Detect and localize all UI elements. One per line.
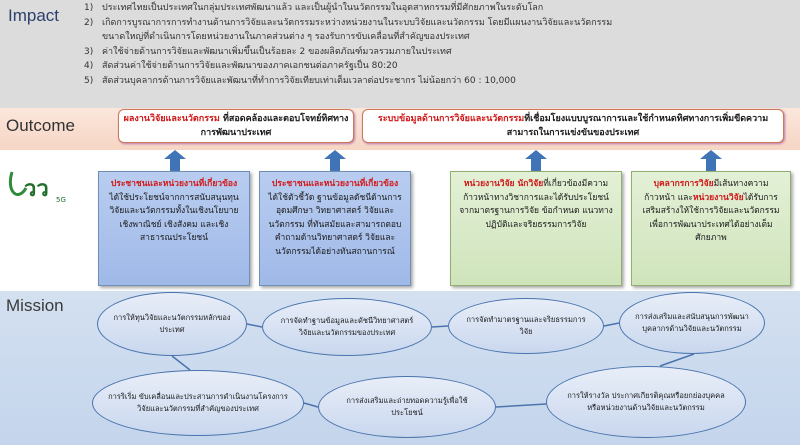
impact-list [84, 1, 800, 88]
mission-item: การให้ทุนวิจัยและนวัตกรรมหลักของประเทศ [97, 292, 247, 356]
goal-box: ประชาชนและหน่วยงานที่เกี่ยวข้องได้ใช้ตัวชี้วัด ฐานข้อมูลดัชนีด้านการอุดมศึกษา วิทยาศาสตร์ วิจัยและนวัตกรรม ที่ทันสมัยและสามารถตอบคำถามด้านวิทยาศาสตร์ วิจัยและนวัตกรรมได้อย่างทันสถานการณ์ [259, 171, 411, 286]
goal-box: หน่วยงานวิจัย นักวิจัยที่เกี่ยวข้องมีความก้าวหน้าทางวิชาการและได้รับประโยชน์จากมาตรฐานการวิจัย ข้อกำหนด แนวทางปฏิบัติและจริยธรรมการวิจัย [450, 171, 622, 286]
impact-item: 1) ประเทศไทยเป็นประเทศในกลุ่มประเทศพัฒนาแล้ว และเป็นผู้นำในนวัตกรรมในอุตสาหกรรมที่มีศักยภาพในระดับโลก [84, 3, 544, 13]
impact-item: 5) สัดส่วนบุคลากรด้านการวิจัยและพัฒนาที่ทำการวิจัยเทียบเท่าเต็มเวลาต่อประชากร ไม่น้อยกว่า 60 : 10,000 [84, 75, 516, 86]
arrow-up-icon [164, 150, 186, 159]
goal-box: ประชาชนและหน่วยงานที่เกี่ยวข้องได้ใช้ประโยชน์จากการสนับสนุนทุนวิจัยและนวัตกรรมทั้งในเชิงนโยบาย เชิงพาณิชย์ เชิงสังคม และเชิงสาธารณประโยชน์ [98, 171, 250, 286]
mission-heading: Mission [6, 296, 64, 315]
agency-logo [4, 162, 74, 208]
impact-heading: Impact [8, 6, 60, 25]
arrow-stem [531, 159, 541, 171]
arrow-stem [170, 159, 180, 171]
outcome-box: ระบบข้อมูลด้านการวิจัยและนวัตกรรมที่เชื่อมโยงแบบบูรณาการและใช้กำหนดทิศทางการเพิ่มขีดความสามารถในการแข่งขันของประเทศ [362, 109, 784, 143]
mission-item: การจัดทำมาตรฐานและจริยธรรมการวิจัย [448, 298, 604, 354]
impact-item-continuation: ขนาดใหญ่ที่ดำเนินการโดยหน่วยงานในภาคส่วนต่าง ๆ รองรับการขับเคลื่อนที่สำคัญของประเทศ [102, 32, 470, 42]
arrow-up-icon [525, 150, 547, 159]
mission-item: การส่งเสริมและถ่ายทอดความรู้เพื่อใช้ประโยชน์ [318, 376, 496, 438]
impact-item: 4) สัดส่วนค่าใช้จ่ายด้านการวิจัยและพัฒนาของภาคเอกชนต่อภาครัฐเป็น 80:20 [84, 61, 398, 71]
arrow-stem [706, 159, 716, 171]
impact-item: 3) ค่าใช้จ่ายด้านการวิจัยและพัฒนาเพิ่มขึ้นเป็นร้อยละ 2 ของผลิตภัณฑ์มวลรวมภายในประเทศ [84, 46, 452, 57]
arrow-stem [330, 159, 340, 171]
arrow-up-icon [324, 150, 346, 159]
impact-item: 2) เกิดการบูรณาการการทำงานด้านการวิจัยและนวัตกรรมระหว่างหน่วยงานในระบบวิจัยและนวัตกรรม โดยมีแผนงานวิจัยและนวัตกรรม [84, 17, 613, 28]
arrow-up-icon [700, 150, 722, 159]
goal-box: บุคลากรการวิจัยมีเส้นทางความก้าวหน้า และหน่วยงานวิจัยได้รับการเสริมสร้างให้ใช้การวิจัยและนวัตกรรมเพื่อการพัฒนาประเทศได้อย่างเต็มศักยภาพ [631, 171, 791, 286]
mission-item: การจัดทำฐานข้อมูลและดัชนีวิทยาศาสตร์ วิจัยและนวัตกรรมของประเทศ [262, 298, 432, 356]
logo-sub: 5G [56, 196, 66, 204]
outcome-heading: Outcome [6, 116, 75, 135]
mission-item: การริเริ่ม ขับเคลื่อนและประสานการดำเนินงานโครงการวิจัยและนวัตกรรมที่สำคัญของประเทศ [92, 370, 304, 436]
mission-item: การให้รางวัล ประกาศเกียรติคุณหรือยกย่องบุคคลหรือหน่วยงานด้านวิจัยและนวัตกรรม [546, 366, 746, 438]
outcome-box: ผลงานวิจัยและนวัตกรรม ที่สอดคล้องและตอบโจทย์ทิศทางการพัฒนาประเทศ [118, 109, 354, 143]
logo-mark: วว [24, 177, 49, 202]
mission-item: การส่งเสริมและสนับสนุนการพัฒนาบุคลากรด้านวิจัยและนวัตกรรม [619, 292, 765, 354]
